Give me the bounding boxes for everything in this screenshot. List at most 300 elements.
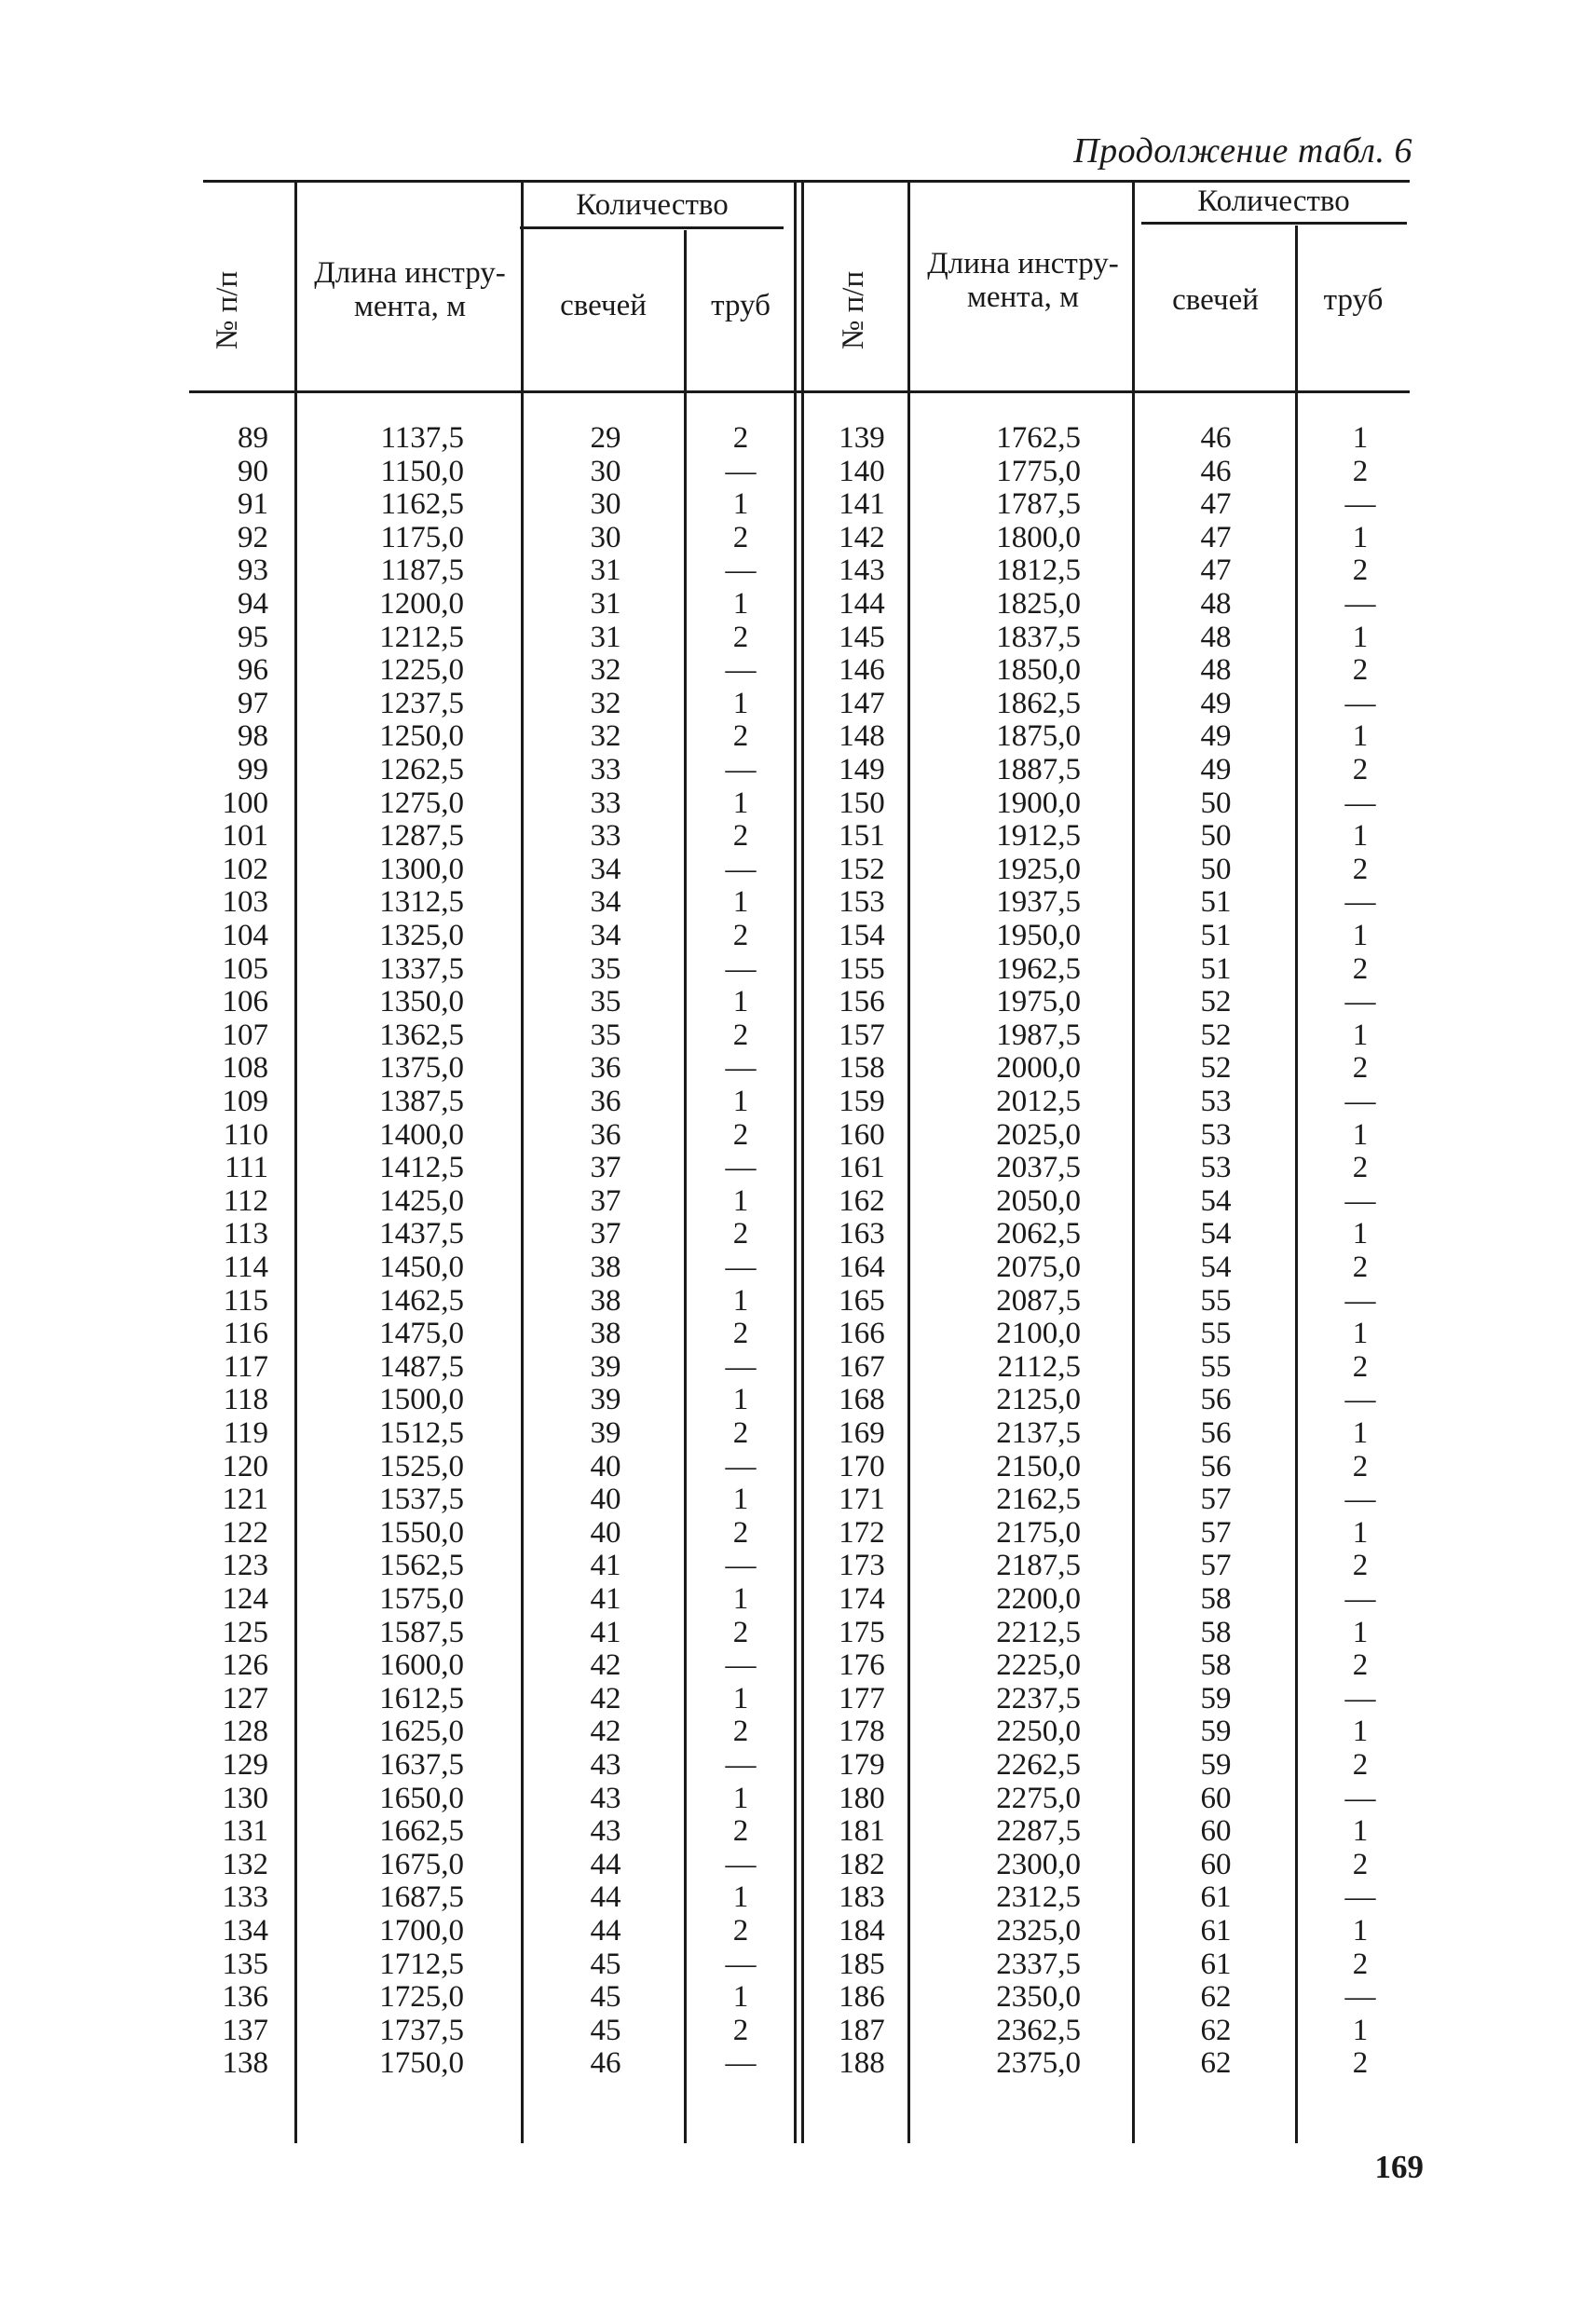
row-number: 181 <box>839 1814 885 1849</box>
row-number: 99 <box>238 753 268 786</box>
pipe-count: 2 <box>1352 1648 1369 1683</box>
pipe-count: 1 <box>732 985 749 1019</box>
row-number: 143 <box>839 554 885 588</box>
pipe-count: 2 <box>732 1914 749 1948</box>
row-number: 131 <box>222 1814 268 1849</box>
table-caption: Продолжение табл. 6 <box>1073 131 1412 171</box>
row-number: 185 <box>839 1947 885 1981</box>
table-row <box>0 919 1596 952</box>
tool-length: 2312,5 <box>996 1880 1081 1915</box>
pipe-count: 1 <box>1352 1914 1369 1948</box>
row-number: 139 <box>839 421 885 455</box>
row-number: 108 <box>222 1051 268 1086</box>
pipe-count: — <box>1344 1483 1376 1517</box>
row-number: 167 <box>839 1349 885 1384</box>
pipe-count: 2 <box>1352 1349 1369 1384</box>
tool-length: 1325,0 <box>379 919 464 952</box>
row-number: 153 <box>839 885 885 920</box>
tool-length: 1800,0 <box>996 520 1081 554</box>
pipe-count: — <box>725 1051 757 1086</box>
stand-count: 31 <box>590 587 621 621</box>
table-row <box>0 885 1596 919</box>
table-row <box>0 786 1596 820</box>
row-number: 182 <box>839 1847 885 1881</box>
pipe-count: — <box>1344 1880 1376 1915</box>
stand-count: 40 <box>590 1515 621 1550</box>
stand-count: 51 <box>1200 919 1232 952</box>
tool-length: 1500,0 <box>379 1383 464 1417</box>
row-number: 151 <box>839 819 885 854</box>
tool-length: 1925,0 <box>996 852 1081 886</box>
table-row <box>0 1682 1596 1715</box>
row-number: 160 <box>839 1117 885 1152</box>
row-number: 93 <box>238 554 268 588</box>
stand-count: 60 <box>1200 1781 1232 1815</box>
pipe-count: — <box>725 653 757 688</box>
pipe-count: 2 <box>732 1018 749 1052</box>
stand-count: 31 <box>590 554 621 588</box>
row-number: 187 <box>839 2013 885 2047</box>
stand-count: 53 <box>1200 1117 1232 1152</box>
pipe-count: 1 <box>1352 1615 1369 1649</box>
tool-length: 1212,5 <box>379 620 464 654</box>
stand-count: 48 <box>1200 587 1232 621</box>
row-number: 129 <box>222 1748 268 1782</box>
tool-length: 1562,5 <box>379 1549 464 1583</box>
row-number: 171 <box>839 1483 885 1517</box>
table-row <box>0 1217 1596 1251</box>
header-pipes-right: труб <box>1323 283 1384 317</box>
tool-length: 1237,5 <box>379 686 464 720</box>
tool-length: 2162,5 <box>996 1483 1081 1517</box>
pipe-count: — <box>1344 1681 1376 1715</box>
row-number: 127 <box>222 1681 268 1715</box>
table-row <box>0 1914 1596 1948</box>
pipe-count: 2 <box>732 1217 749 1251</box>
header-number-left: № п/п <box>211 270 244 350</box>
tool-length: 1625,0 <box>379 1715 464 1749</box>
pipe-count: 2 <box>732 1814 749 1849</box>
pipe-count: 1 <box>732 1483 749 1517</box>
row-number: 179 <box>839 1748 885 1782</box>
table-row <box>0 2046 1596 2080</box>
stand-count: 42 <box>590 1648 621 1683</box>
row-number: 152 <box>839 852 885 886</box>
tool-length: 1637,5 <box>379 1748 464 1782</box>
stand-count: 30 <box>590 520 621 554</box>
pipe-count: 2 <box>1352 554 1369 588</box>
tool-length: 1387,5 <box>379 1085 464 1118</box>
stand-count: 57 <box>1200 1515 1232 1550</box>
stand-count: 37 <box>590 1183 621 1218</box>
table-row <box>0 421 1596 455</box>
tool-length: 1787,5 <box>996 487 1081 522</box>
row-number: 103 <box>222 885 268 920</box>
stand-count: 35 <box>590 951 621 986</box>
row-number: 130 <box>222 1781 268 1815</box>
tool-length: 1950,0 <box>996 919 1081 952</box>
tool-length: 1575,0 <box>379 1582 464 1616</box>
stand-count: 31 <box>590 620 621 654</box>
row-number: 100 <box>222 786 268 820</box>
stand-count: 40 <box>590 1449 621 1483</box>
pipe-count: 2 <box>732 1515 749 1550</box>
table-row <box>0 1582 1596 1616</box>
pipe-count: 2 <box>1352 653 1369 688</box>
table-row <box>0 1018 1596 1052</box>
stand-count: 42 <box>590 1681 621 1715</box>
stand-count: 58 <box>1200 1615 1232 1649</box>
tool-length: 2325,0 <box>996 1914 1081 1948</box>
tool-length: 2200,0 <box>996 1582 1081 1616</box>
pipe-count: — <box>725 2046 757 2081</box>
pipe-count: 1 <box>1352 2013 1369 2047</box>
table-row <box>0 1948 1596 1981</box>
pipe-count: — <box>725 753 757 786</box>
stand-count: 30 <box>590 454 621 488</box>
row-number: 121 <box>222 1483 268 1517</box>
row-number: 163 <box>839 1217 885 1251</box>
stand-count: 36 <box>590 1085 621 1118</box>
pipe-count: 2 <box>732 421 749 455</box>
pipe-count: 2 <box>1352 852 1369 886</box>
table-row <box>0 985 1596 1018</box>
table-row <box>0 1184 1596 1218</box>
pipe-count: — <box>1344 885 1376 920</box>
stand-count: 53 <box>1200 1151 1232 1185</box>
tool-length: 1725,0 <box>379 1980 464 2015</box>
pipe-count: 2 <box>1352 1251 1369 1284</box>
row-number: 120 <box>222 1449 268 1483</box>
stand-count: 48 <box>1200 620 1232 654</box>
row-number: 169 <box>839 1416 885 1450</box>
table-row <box>0 1616 1596 1649</box>
table-row <box>0 653 1596 687</box>
tool-length: 1687,5 <box>379 1880 464 1915</box>
row-number: 164 <box>839 1251 885 1284</box>
stand-count: 46 <box>590 2046 621 2081</box>
stand-count: 58 <box>1200 1582 1232 1616</box>
pipe-count: 2 <box>1352 2046 1369 2081</box>
pipe-count: 1 <box>1352 1416 1369 1450</box>
stand-count: 35 <box>590 1018 621 1052</box>
pipe-count: 2 <box>1352 1549 1369 1583</box>
row-number: 119 <box>223 1416 268 1450</box>
row-number: 149 <box>839 753 885 786</box>
pipe-count: 2 <box>732 1715 749 1749</box>
tool-length: 2150,0 <box>996 1449 1081 1483</box>
table-row <box>0 1848 1596 1881</box>
table-row <box>0 753 1596 786</box>
stand-count: 36 <box>590 1117 621 1152</box>
stand-count: 33 <box>590 819 621 854</box>
row-number: 92 <box>238 520 268 554</box>
tool-length: 1537,5 <box>379 1483 464 1517</box>
pipe-count: 2 <box>1352 951 1369 986</box>
pipe-count: 2 <box>732 1615 749 1649</box>
row-number: 156 <box>839 985 885 1019</box>
stand-count: 44 <box>590 1880 621 1915</box>
table-row <box>0 1085 1596 1118</box>
stand-count: 34 <box>590 852 621 886</box>
table-row <box>0 1383 1596 1416</box>
stand-count: 59 <box>1200 1681 1232 1715</box>
tool-length: 1525,0 <box>379 1449 464 1483</box>
tool-length: 1612,5 <box>379 1681 464 1715</box>
row-number: 176 <box>839 1648 885 1683</box>
pipe-count: — <box>1344 985 1376 1019</box>
stand-count: 51 <box>1200 885 1232 920</box>
row-number: 135 <box>222 1947 268 1981</box>
row-number: 175 <box>839 1615 885 1649</box>
pipe-count: — <box>725 1947 757 1981</box>
tool-length: 1287,5 <box>379 819 464 854</box>
tool-length: 2012,5 <box>996 1085 1081 1118</box>
stand-count: 41 <box>590 1615 621 1649</box>
tool-length: 1512,5 <box>379 1416 464 1450</box>
stand-count: 60 <box>1200 1814 1232 1849</box>
tool-length: 1700,0 <box>379 1914 464 1948</box>
tool-length: 1600,0 <box>379 1648 464 1683</box>
table-row <box>0 554 1596 587</box>
row-number: 137 <box>222 2013 268 2047</box>
stand-count: 35 <box>590 985 621 1019</box>
stand-count: 46 <box>1200 454 1232 488</box>
pipe-count: 2 <box>732 919 749 952</box>
quantity-left-rule <box>520 226 784 229</box>
tool-length: 1862,5 <box>996 686 1081 720</box>
tool-length: 2275,0 <box>996 1781 1081 1815</box>
tool-length: 1737,5 <box>379 2013 464 2047</box>
tool-length: 2100,0 <box>996 1317 1081 1351</box>
row-number: 188 <box>839 2046 885 2081</box>
pipe-count: 1 <box>1352 1217 1369 1251</box>
tool-length: 2337,5 <box>996 1947 1081 1981</box>
table-row <box>0 687 1596 720</box>
tool-length: 1437,5 <box>379 1217 464 1251</box>
table-row <box>0 1051 1596 1085</box>
tool-length: 1275,0 <box>379 786 464 820</box>
header-stands-left: свечей <box>560 289 647 322</box>
pipe-count: 1 <box>732 686 749 720</box>
pipe-count: 1 <box>1352 520 1369 554</box>
pipe-count: — <box>1344 587 1376 621</box>
pipe-count: 2 <box>1352 454 1369 488</box>
stand-count: 61 <box>1200 1947 1232 1981</box>
row-number: 159 <box>839 1085 885 1118</box>
stand-count: 52 <box>1200 1051 1232 1086</box>
tool-length: 1975,0 <box>996 985 1081 1019</box>
row-number: 165 <box>839 1283 885 1318</box>
row-number: 122 <box>222 1515 268 1550</box>
row-number: 115 <box>223 1283 268 1318</box>
tool-length: 2375,0 <box>996 2046 1081 2081</box>
pipe-count: 1 <box>1352 1814 1369 1849</box>
stand-count: 45 <box>590 2013 621 2047</box>
tool-length: 2000,0 <box>996 1051 1081 1086</box>
row-number: 106 <box>222 985 268 1019</box>
row-number: 107 <box>222 1018 268 1052</box>
row-number: 177 <box>839 1681 885 1715</box>
pipe-count: 1 <box>1352 1317 1369 1351</box>
row-number: 148 <box>839 719 885 754</box>
stand-count: 34 <box>590 919 621 952</box>
row-number: 174 <box>839 1582 885 1616</box>
table-row <box>0 1782 1596 1815</box>
pipe-count: 1 <box>1352 421 1369 455</box>
row-number: 117 <box>223 1349 268 1384</box>
tool-length: 1300,0 <box>379 852 464 886</box>
tool-length: 1175,0 <box>380 520 464 554</box>
stand-count: 57 <box>1200 1483 1232 1517</box>
table-row <box>0 621 1596 654</box>
tool-length: 1900,0 <box>996 786 1081 820</box>
stand-count: 43 <box>590 1748 621 1782</box>
tool-length: 1250,0 <box>379 719 464 754</box>
tool-length: 1187,5 <box>380 554 464 588</box>
pipe-count: — <box>725 1549 757 1583</box>
pipe-count: 1 <box>732 1880 749 1915</box>
tool-length: 2112,5 <box>997 1349 1081 1384</box>
row-number: 173 <box>839 1549 885 1583</box>
row-number: 124 <box>222 1582 268 1616</box>
tool-length: 2287,5 <box>996 1814 1081 1849</box>
row-number: 111 <box>224 1151 268 1185</box>
row-number: 95 <box>238 620 268 654</box>
pipe-count: 1 <box>732 487 749 522</box>
pipe-count: — <box>1344 1183 1376 1218</box>
tool-length: 1462,5 <box>379 1283 464 1318</box>
pipe-count: 2 <box>732 1416 749 1450</box>
header-stands-right: свечей <box>1172 283 1259 317</box>
table-row <box>0 587 1596 621</box>
pipe-count: 1 <box>1352 919 1369 952</box>
pipe-count: 1 <box>732 786 749 820</box>
table-row <box>0 853 1596 886</box>
tool-length: 1137,5 <box>380 421 464 455</box>
page-number: 169 <box>1374 2149 1424 2185</box>
row-number: 133 <box>222 1880 268 1915</box>
header-quantity-left: Количество <box>576 188 729 222</box>
tool-length: 1487,5 <box>379 1349 464 1384</box>
stand-count: 52 <box>1200 1018 1232 1052</box>
table-row <box>0 2014 1596 2047</box>
row-number: 186 <box>839 1980 885 2015</box>
pipe-count: 1 <box>1352 1117 1369 1152</box>
pipe-count: 1 <box>1352 719 1369 754</box>
row-number: 184 <box>839 1914 885 1948</box>
pipe-count: 2 <box>732 1117 749 1152</box>
row-number: 132 <box>222 1847 268 1881</box>
table-row <box>0 1980 1596 2014</box>
stand-count: 55 <box>1200 1349 1232 1384</box>
pipe-count: — <box>725 1251 757 1284</box>
table-row <box>0 1814 1596 1848</box>
stand-count: 42 <box>590 1715 621 1749</box>
row-number: 170 <box>839 1449 885 1483</box>
row-number: 138 <box>222 2046 268 2081</box>
stand-count: 51 <box>1200 951 1232 986</box>
tool-length: 2225,0 <box>996 1648 1081 1683</box>
pipe-count: 1 <box>1352 620 1369 654</box>
row-number: 89 <box>238 421 268 455</box>
row-number: 116 <box>223 1317 268 1351</box>
row-number: 145 <box>839 620 885 654</box>
stand-count: 47 <box>1200 487 1232 522</box>
row-number: 125 <box>222 1615 268 1649</box>
row-number: 166 <box>839 1317 885 1351</box>
table-row <box>0 1317 1596 1350</box>
stand-count: 45 <box>590 1947 621 1981</box>
row-number: 96 <box>238 653 268 688</box>
pipe-count: — <box>725 1349 757 1384</box>
header-length-right: Длина инстру-мента, м <box>927 247 1119 314</box>
tool-length: 1675,0 <box>379 1847 464 1881</box>
stand-count: 37 <box>590 1151 621 1185</box>
tool-length: 1400,0 <box>379 1117 464 1152</box>
stand-count: 50 <box>1200 786 1232 820</box>
tool-length: 2087,5 <box>996 1283 1081 1318</box>
pipe-count: — <box>1344 686 1376 720</box>
table-row <box>0 819 1596 853</box>
row-number: 144 <box>839 587 885 621</box>
tool-length: 2212,5 <box>996 1615 1081 1649</box>
stand-count: 38 <box>590 1317 621 1351</box>
table-row <box>0 1151 1596 1184</box>
stand-count: 30 <box>590 487 621 522</box>
tool-length: 2300,0 <box>996 1847 1081 1881</box>
tool-length: 1550,0 <box>379 1515 464 1550</box>
tool-length: 1425,0 <box>379 1183 464 1218</box>
stand-count: 50 <box>1200 819 1232 854</box>
stand-count: 62 <box>1200 2046 1232 2081</box>
table-row <box>0 1118 1596 1152</box>
row-number: 172 <box>839 1515 885 1550</box>
pipe-count: — <box>1344 786 1376 820</box>
table-row <box>0 1416 1596 1450</box>
stand-count: 41 <box>590 1582 621 1616</box>
pipe-count: 2 <box>1352 1151 1369 1185</box>
row-number: 162 <box>839 1183 885 1218</box>
pipe-count: — <box>1344 1085 1376 1118</box>
row-number: 91 <box>238 487 268 522</box>
stand-count: 47 <box>1200 554 1232 588</box>
stand-count: 61 <box>1200 1880 1232 1915</box>
tool-length: 1262,5 <box>379 753 464 786</box>
tool-length: 2362,5 <box>996 2013 1081 2047</box>
tool-length: 2125,0 <box>996 1383 1081 1417</box>
stand-count: 32 <box>590 719 621 754</box>
tool-length: 2062,5 <box>996 1217 1081 1251</box>
pipe-count: 2 <box>1352 1051 1369 1086</box>
tool-length: 1412,5 <box>379 1151 464 1185</box>
tool-length: 1450,0 <box>379 1251 464 1284</box>
pipe-count: — <box>725 1648 757 1683</box>
stand-count: 54 <box>1200 1251 1232 1284</box>
header-bottom-rule <box>189 390 1410 393</box>
row-number: 104 <box>222 919 268 952</box>
stand-count: 56 <box>1200 1416 1232 1450</box>
header-number-right: № п/п <box>837 270 870 350</box>
pipe-count: — <box>725 454 757 488</box>
row-number: 150 <box>839 786 885 820</box>
pipe-count: 1 <box>732 587 749 621</box>
header-pipes-left: труб <box>711 289 771 322</box>
stand-count: 56 <box>1200 1449 1232 1483</box>
stand-count: 39 <box>590 1349 621 1384</box>
stand-count: 39 <box>590 1383 621 1417</box>
stand-count: 61 <box>1200 1914 1232 1948</box>
